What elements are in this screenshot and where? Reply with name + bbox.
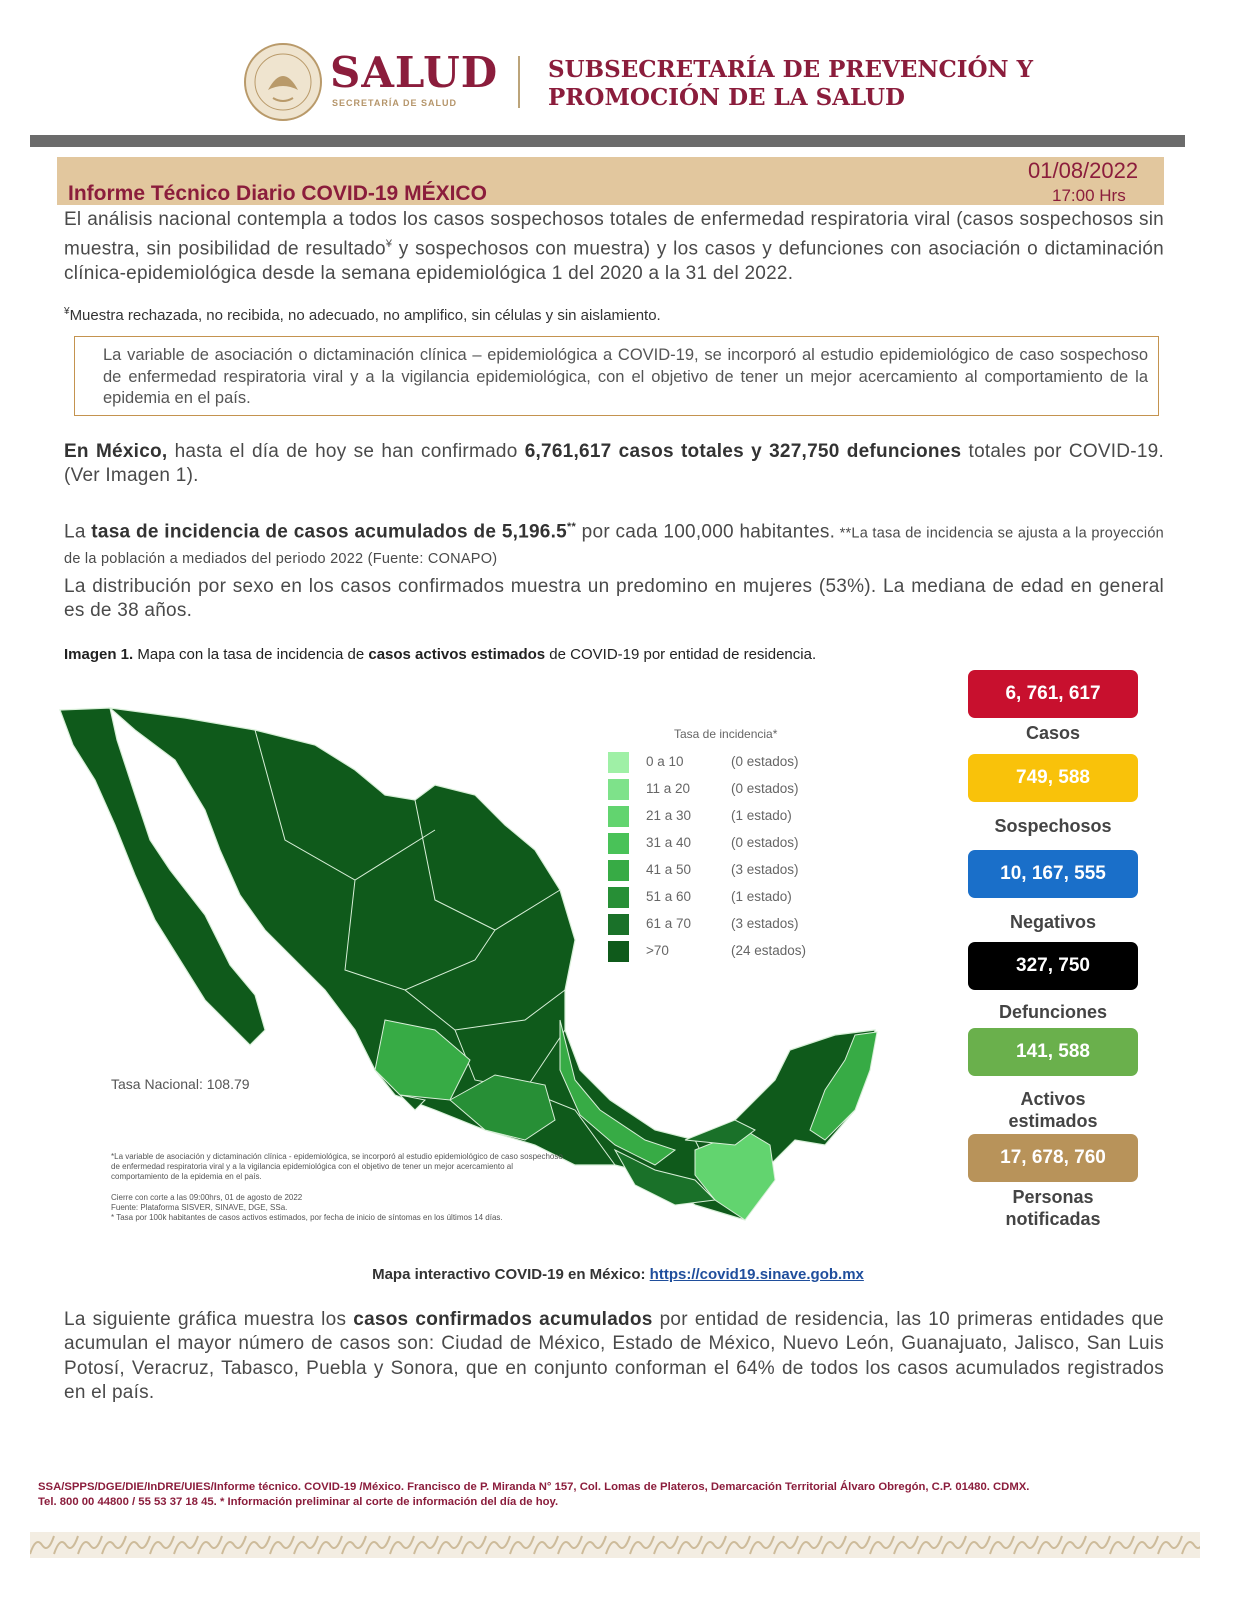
header-band: [30, 135, 1185, 147]
legend-row: [608, 941, 838, 963]
legend-row: [608, 752, 838, 774]
incidence-paragraph: [64, 515, 1164, 571]
header-divider: [518, 56, 520, 108]
legend-title: Tasa de incidencia*: [674, 727, 778, 741]
stat-value: 17, 678, 760: [968, 1134, 1138, 1182]
intro-paragraph: [64, 208, 1164, 286]
footnote-mark: ¥: [64, 306, 70, 317]
report-time: 17:00 Hrs: [1052, 186, 1126, 205]
intro-footnote: [64, 306, 661, 324]
sex-distribution-paragraph: La distribución por sexo en los casos confirmados muestra un predomino en mujeres (53%). La mediana de edad en general es de 38 años.: [64, 576, 1164, 622]
stat-value: 6, 761, 617: [968, 670, 1138, 718]
footer: [38, 1480, 1198, 1510]
stat-value: 141, 588: [968, 1028, 1138, 1076]
stat-label: Casos: [1025, 723, 1081, 743]
legend-states: (0 estados): [731, 781, 799, 796]
caption-text-2: de COVID-19 por entidad de residencia.: [545, 646, 817, 663]
legend-range: 11 a 20: [646, 781, 691, 796]
subsecretaria-title: [548, 56, 1033, 112]
stat-value: 327, 750: [968, 942, 1138, 990]
chart-intro-paragraph: [64, 1308, 1164, 1405]
caption-text-1: Mapa con la tasa de incidencia de: [133, 646, 369, 663]
intro-text-2: y sospechosos con muestra) y los casos y defunciones con asociación o dictaminación clínica-epidemiológica desde la semana epidemiológica 1 del 2020 a la 31 del 2022.: [64, 238, 1164, 284]
tasa-note: **La tasa de incidencia se ajusta a la proyección de la población a mediados del periodo 2022 (Fuente: CONAPO): [64, 525, 1164, 567]
legend-row: [608, 833, 838, 855]
legend-range: 31 a 40: [646, 835, 692, 850]
legend-range: 61 a 70: [646, 916, 692, 931]
legend-row: [608, 860, 838, 882]
map-footnote: *La variable de asociación y dictaminación clínica - epidemiológica, se incorporó al estudio epidemiológico de caso sospechoso de enfermedad respiratoria viral y a la vigilancia epidemiológica con el objetivo de tener un mejor acercamiento al comportamiento de la epidemia en el país.: [111, 1152, 563, 1181]
tasa-bold: tasa de incidencia de casos acumulados de 5,196.5: [91, 521, 567, 543]
interactive-map-link[interactable]: https://covid19.sinave.gob.mx: [649, 1266, 864, 1283]
interactive-map-line: [0, 1266, 1236, 1283]
map-cutoff-note: Cierre con corte a las 09:00hrs, 01 de agosto de 2022: [111, 1193, 303, 1202]
stat-label: Sospechosos: [994, 816, 1112, 836]
legend-range: 41 a 50: [646, 862, 692, 877]
legend-row: [608, 806, 838, 828]
note-box-text: La variable de asociación o dictaminación clínica – epidemiológica a COVID-19, se incorporó al estudio epidemiológico de caso sospechoso de enfermedad respiratoria viral y a la vigilancia epidemiológica, con el objetivo de tener un mejor acercamiento al comportamiento de la epidemia en el país.: [103, 346, 1148, 407]
report-title: Informe Técnico Diario COVID-19 MÉXICO: [68, 182, 487, 205]
stat-label: Negativos: [1009, 912, 1097, 932]
mexico-summary: [64, 440, 1164, 489]
national-rate: Tasa Nacional: 108.79: [111, 1076, 250, 1092]
stat-value: 10, 167, 555: [968, 850, 1138, 898]
legend-range: 51 a 60: [646, 889, 692, 904]
legend-range: 21 a 30: [646, 808, 692, 823]
grafica-text-2: por entidad de residencia, las 10 primeras entidades que acumulan el mayor número de casos son: Ciudad de México, Estado de México, Nuevo León, Guanajuato, Jalisco, San Luis Potosí, Veracruz, Tabasco, Puebla y Sonora, que en conjunto conforman el 64% de todos los casos acumulados registrados en el país.: [64, 1309, 1164, 1403]
mexico-seal-logo: [243, 42, 323, 122]
stat-label: Activos estimados: [1008, 1089, 1098, 1131]
legend-swatch: [608, 887, 629, 908]
subsecretaria-line-1: SUBSECRETARÍA DE PREVENCIÓN Y: [548, 56, 1033, 83]
stat-label: Personas notificadas: [1005, 1187, 1101, 1229]
footnote-text: Muestra rechazada, no recibida, no adecuado, no amplifico, sin células y sin aislamiento.: [69, 307, 661, 324]
legend-swatch: [608, 752, 629, 773]
mexico-end: totales por COVID-19. (Ver Imagen 1).: [64, 441, 1165, 487]
legend-swatch: [608, 806, 629, 827]
stat-value: 749, 588: [968, 754, 1138, 802]
legend-states: (0 estados): [731, 835, 799, 850]
legend-row: [608, 914, 838, 936]
legend-swatch: [608, 914, 629, 935]
legend-range: 0 a 10: [646, 754, 684, 769]
legend-states: (3 estados): [731, 916, 799, 931]
legend-row: [608, 779, 838, 801]
intro-footnote-mark: ¥: [385, 238, 393, 251]
legend-swatch: [608, 833, 629, 854]
legend-states: (1 estado): [731, 808, 792, 823]
footer-line-1: SSA/SPPS/DGE/DIE/InDRE/UIES/Informe técnico. COVID-19 /México. Francisco de P. Miranda N° 157, Col. Lomas de Plateros, Demarcación Territorial Álvaro Obregón, C.P. 01480. CDMX.: [38, 1481, 1030, 1493]
legend-swatch: [608, 941, 629, 962]
brand-name: SALUD: [330, 48, 499, 97]
image-caption: [64, 646, 816, 663]
legend-range: >70: [646, 943, 669, 958]
interactive-map-label: Mapa interactivo COVID-19 en México:: [372, 1266, 650, 1283]
grafica-bold: casos confirmados acumulados: [353, 1309, 653, 1330]
report-date: 01/08/2022: [1028, 158, 1139, 183]
legend-states: (1 estado): [731, 889, 792, 904]
legend-row: [608, 887, 838, 909]
legend-states: (24 estados): [731, 943, 807, 958]
stat-label: Defunciones: [998, 1002, 1108, 1022]
legend-swatch: [608, 860, 629, 881]
intro-text-1: El análisis nacional contempla a todos los casos sospechosos totales de enfermedad respiratoria viral (casos sospechosos sin muestra, sin posibilidad de resultado: [64, 209, 1164, 260]
map-source-note: Fuente: Plataforma SISVER, SINAVE, DGE, SSa.: [111, 1203, 288, 1212]
mexico-mid: hasta el día de hoy se han confirmado: [167, 441, 525, 462]
legend-states: (3 estados): [731, 862, 799, 877]
caption-label: Imagen 1.: [64, 646, 134, 663]
mexico-lead: En México,: [64, 441, 168, 462]
brand-subtitle: SECRETARÍA DE SALUD: [332, 98, 458, 108]
grafica-text-1: La siguiente gráfica muestra los: [64, 1309, 354, 1330]
tasa-pre: La: [64, 521, 92, 543]
footer-line-2: Tel. 800 00 44800 / 55 53 37 18 45. * Información preliminar al corte de información del día de hoy.: [38, 1496, 559, 1508]
map-rate-note: * Tasa por 100k habitantes de casos activos estimados, por fecha de inicio de síntomas en los últimos 14 días.: [111, 1213, 503, 1222]
legend-swatch: [608, 779, 629, 800]
tasa-mid: por cada 100,000 habitantes.: [576, 521, 836, 543]
mexico-totals: 6,761,617 casos totales y 327,750 defunciones: [524, 441, 962, 462]
decorative-pattern: [30, 1532, 1200, 1558]
tasa-sup: **: [566, 521, 577, 533]
subsecretaria-line-2: PROMOCIÓN DE LA SALUD: [548, 84, 905, 111]
legend-states: (0 estados): [731, 754, 799, 769]
caption-bold: casos activos estimados: [368, 646, 546, 663]
